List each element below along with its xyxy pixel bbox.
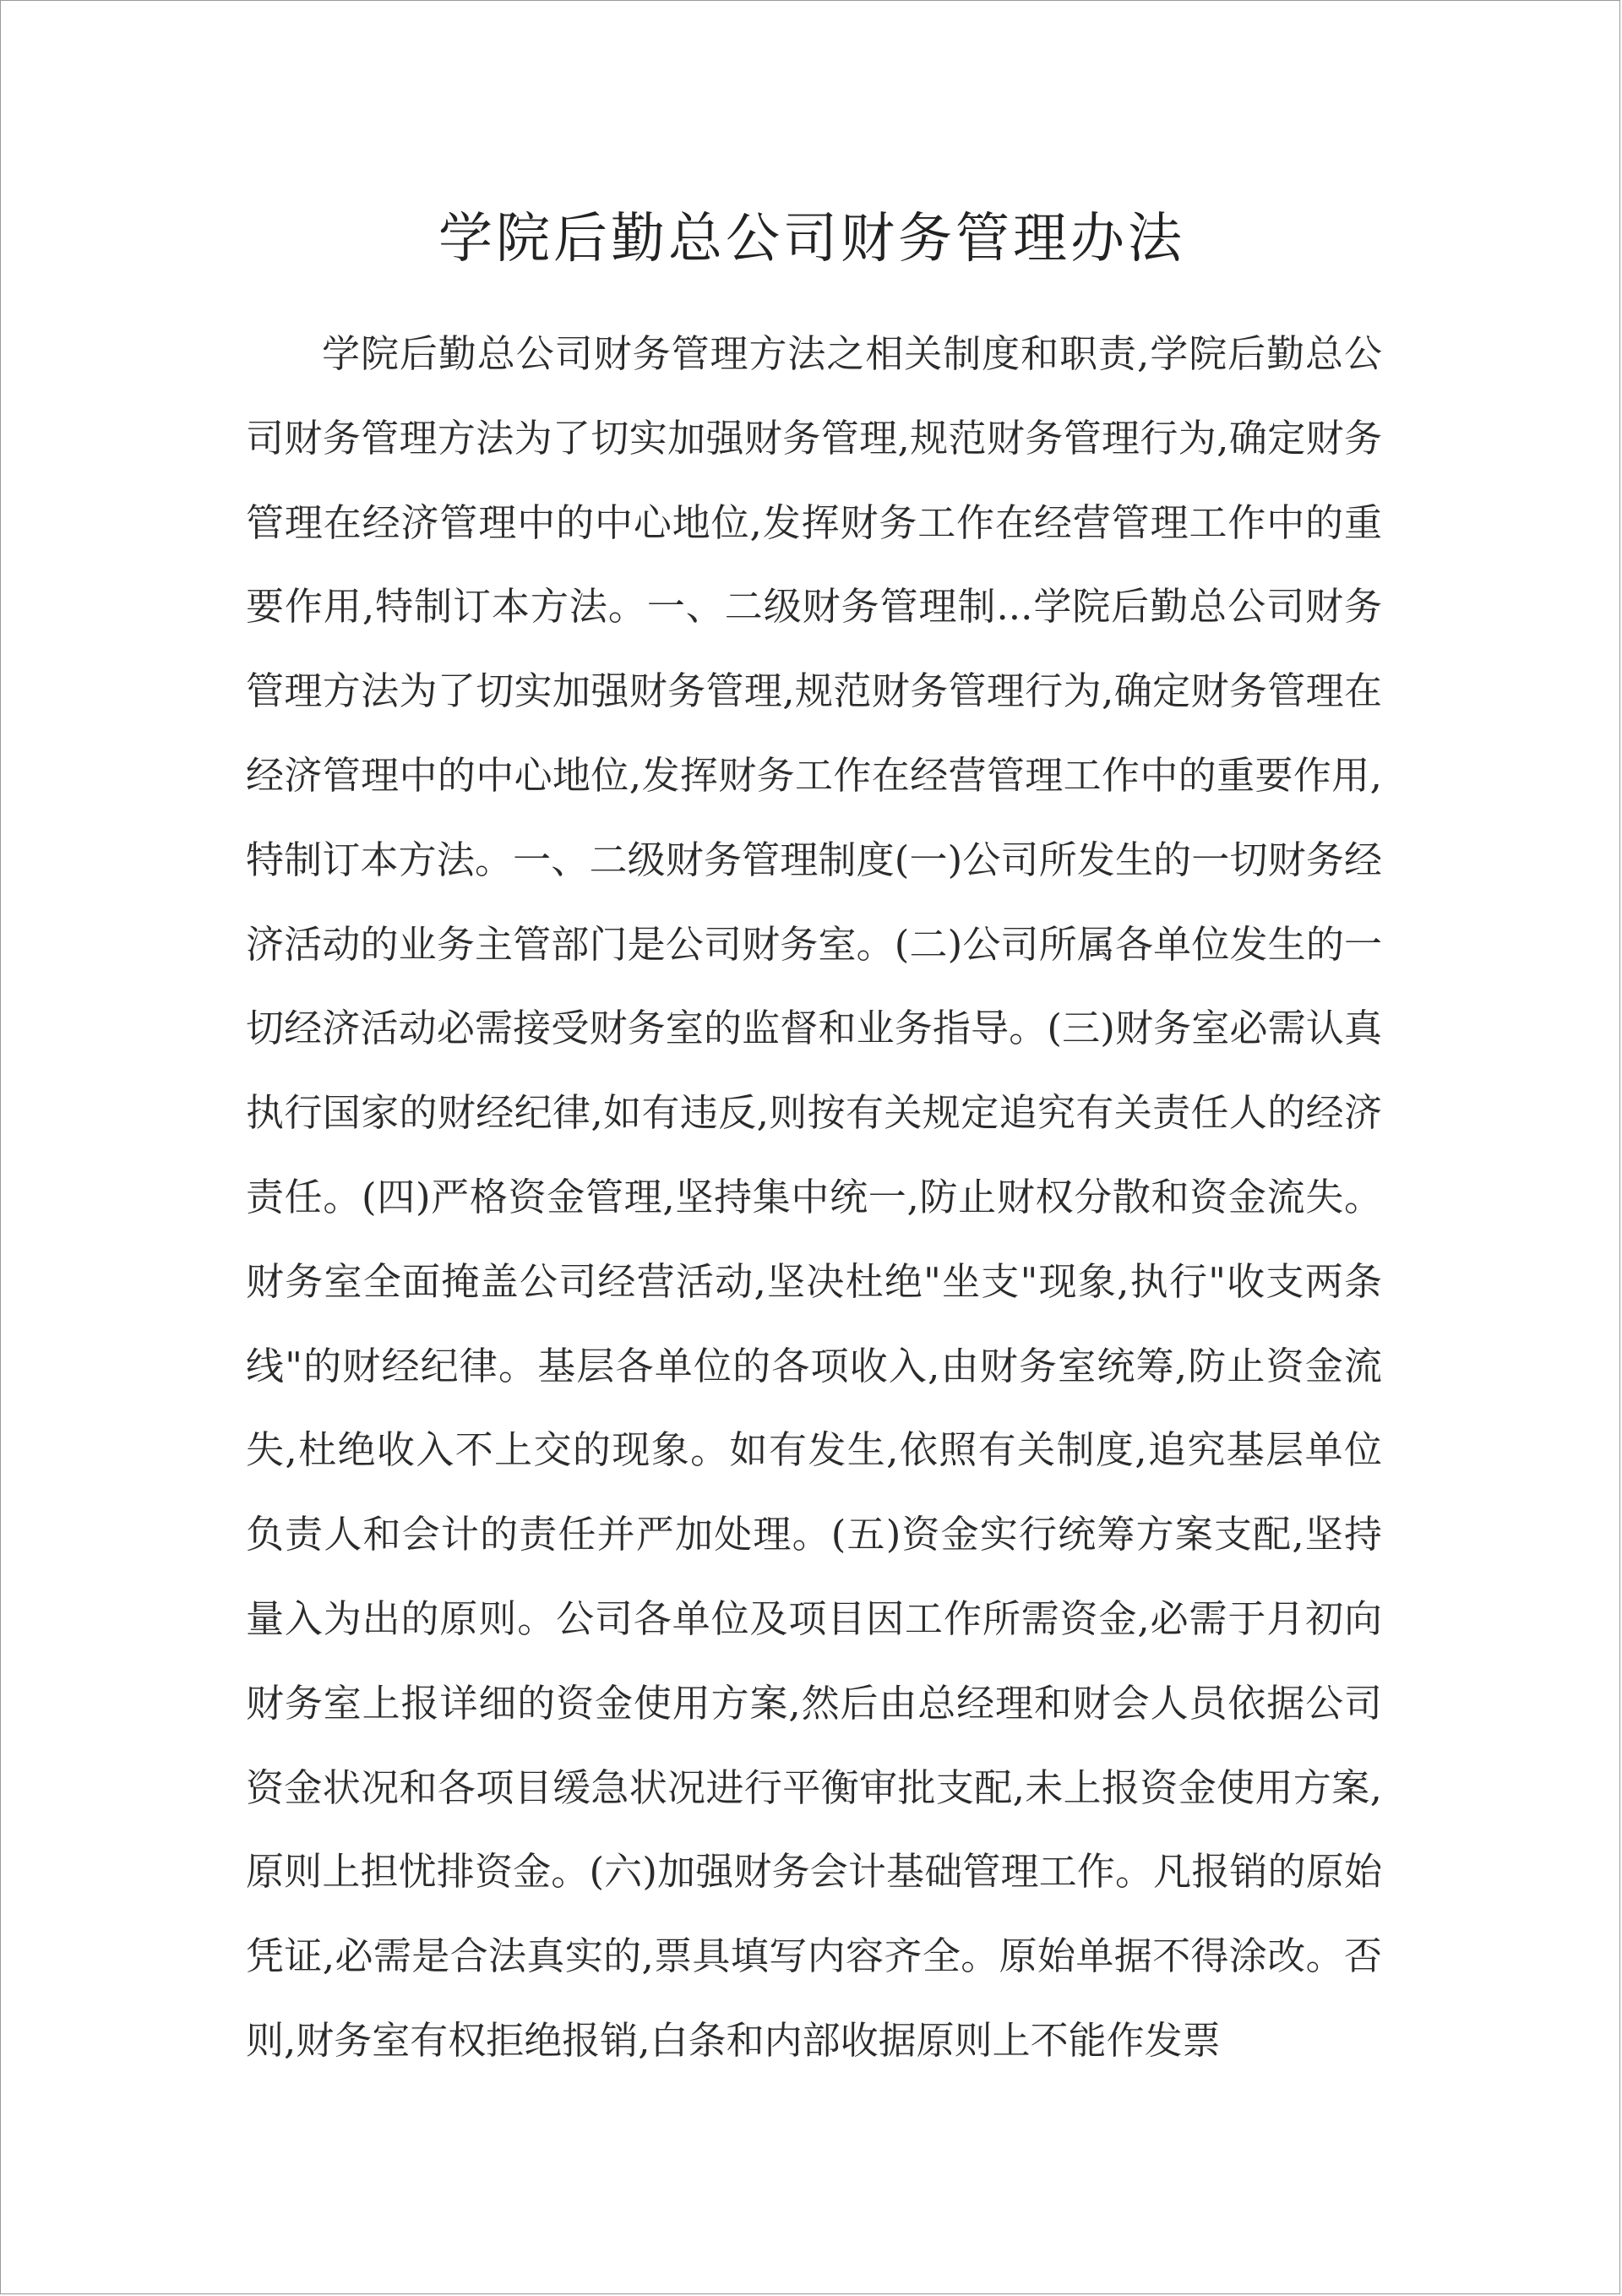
document-title: 学院后勤总公司财务管理办法 xyxy=(438,208,1185,270)
document-body-paragraph: 学院后勤总公司财务管理方法之相关制度和职责,学院后勤总公司财务管理方法为了切实加强财务管理,规范财务管理行为,确定财务管理在经济管理中的中心地位,发挥财务工作在经营管理工作中的重要作用,特制订本方法。一、二级财务管理制...学院后勤总公司财务管理方法为了切实加强财务管理,规范财务管理行为,确定财务管理在经济管理中的中心地位,发挥财务工作在经营管理工作中的重要作用,特制订本方法。一、二级财务管理制度(一)公司所发生的一切财务经济活动的业务主管部门是公司财务室。(二)公司所属各单位发生的一切经济活动必需接受财务室的监督和业务指导。(三)财务室必需认真执行国家的财经纪律,如有违反,则按有关规定追究有关责任人的经济责任。(四)严格资金管理,坚持集中统一,防止财权分散和资金流失。财务室全面掩盖公司经营活动,坚决杜绝"坐支"现象,执行"收支两条线"的财经纪律。基层各单位的各项收入,由财务室统筹,防止资金流失,杜绝收入不上交的现象。如有发生,依照有关制度,追究基层单位负责人和会计的责任并严加处理。(五)资金实行统筹方案支配,坚持量入为出的原则。公司各单位及项目因工作所需资金,必需于月初向财务室上报详细的资金使用方案,然后由总经理和财会人员依据公司资金状况和各项目缓急状况进行平衡审批支配,未上报资金使用方案,原则上担忧排资金。(六)加强财务会计基础管理工作。凡报销的原始凭证,必需是合法真实的,票具填写内容齐全。原始单据不得涂改。否则,财务室有权拒绝报销,白条和内部收据原则上不能作发票 xyxy=(246,331,1382,2063)
